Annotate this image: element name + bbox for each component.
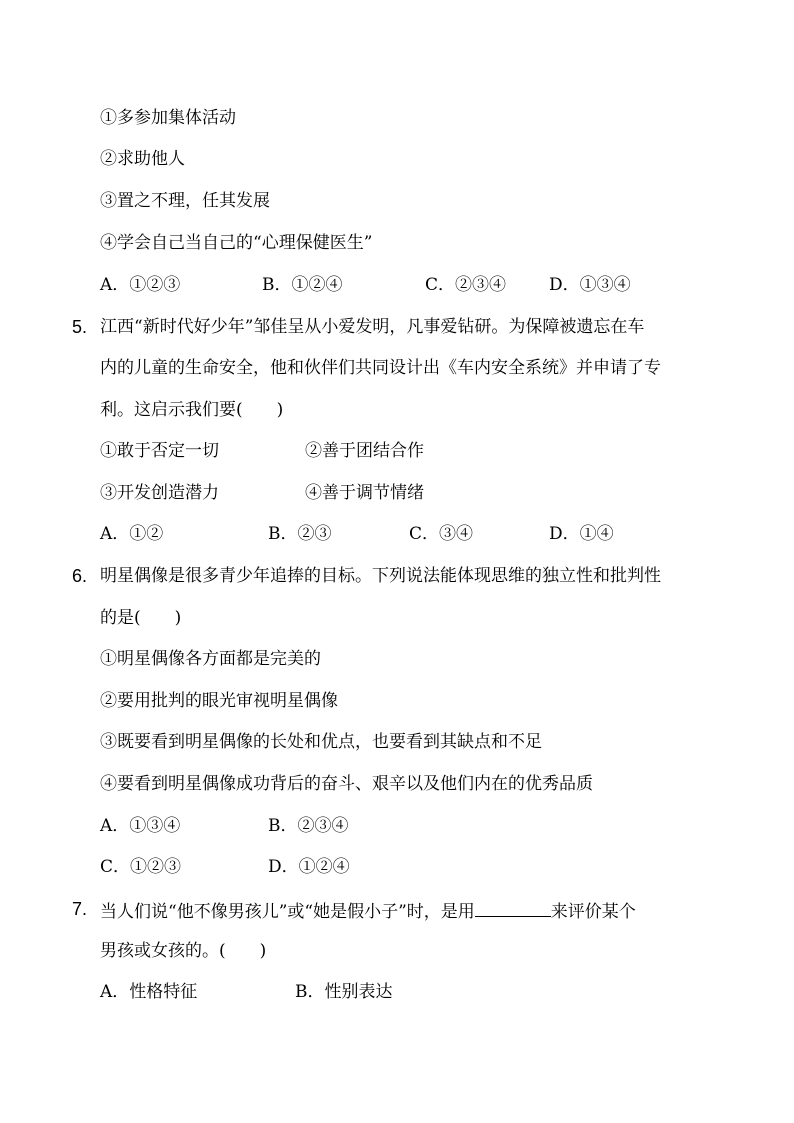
question-number: 6. <box>72 566 88 586</box>
question-stem-line-1: 江西“新时代好少年”邹佳呈从小爱发明，凡事爱钻研。为保障被遗忘在车 <box>100 317 645 337</box>
option-d: D．①②④ <box>268 857 350 877</box>
question-number: 5. <box>72 317 88 337</box>
statement-4: ④要看到明星偶像成功背后的奋斗、艰辛以及他们内在的优秀品质 <box>100 774 593 794</box>
statement-2: ②要用批判的眼光审视明星偶像 <box>100 691 338 711</box>
option-c: C．②③④ <box>425 275 507 295</box>
statement-1: ①敢于否定一切 <box>100 441 219 461</box>
statement-3: ③开发创造潜力 <box>100 483 219 503</box>
option-c: C．③④ <box>409 524 474 544</box>
question-stem-line-1 <box>100 898 636 923</box>
statement-1: ①明星偶像各方面都是完美的 <box>100 649 321 669</box>
statement-4: ④学会自己当自己的“心理保健医生” <box>100 233 373 253</box>
option-b: B．①②④ <box>262 275 343 295</box>
statement-2: ②求助他人 <box>100 149 185 169</box>
question-stem-line-2: 男孩或女孩的。( ) <box>100 941 267 961</box>
answer-blank <box>475 898 551 917</box>
option-a: A．性格特征 <box>100 982 198 1002</box>
option-d: D．①④ <box>549 524 614 544</box>
question-stem-line-2: 内的儿童的生命安全，他和伙伴们共同设计出《车内安全系统》并申请了专 <box>100 358 661 378</box>
statement-4: ④善于调节情绪 <box>305 483 424 503</box>
option-d: D．①③④ <box>549 275 631 295</box>
option-b: B．②③ <box>268 524 332 544</box>
statement-3: ③置之不理，任其发展 <box>100 191 270 211</box>
statement-3: ③既要看到明星偶像的长处和优点，也要看到其缺点和不足 <box>100 732 542 752</box>
statement-1: ①多参加集体活动 <box>100 108 236 128</box>
statement-2: ②善于团结合作 <box>305 441 424 461</box>
option-c: C．①②③ <box>100 857 182 877</box>
option-b: B．性别表达 <box>295 982 393 1002</box>
question-number: 7. <box>72 899 88 919</box>
stem-text-after-blank: 来评价某个 <box>550 902 636 922</box>
question-stem-line-1: 明星偶像是很多青少年追捧的目标。下列说法能体现思维的独立性和批判性 <box>100 566 661 586</box>
question-stem-line-3: 利。这启示我们要( ) <box>100 400 284 420</box>
stem-text-before-blank: 当人们说“他不像男孩儿”或“她是假小子”时，是用 <box>100 902 475 922</box>
option-a: A．①② <box>100 524 164 544</box>
question-stem-line-2: 的是( ) <box>100 608 182 628</box>
option-a: A．①③④ <box>100 816 181 836</box>
option-a: A．①②③ <box>100 275 181 295</box>
option-b: B．②③④ <box>268 816 349 836</box>
